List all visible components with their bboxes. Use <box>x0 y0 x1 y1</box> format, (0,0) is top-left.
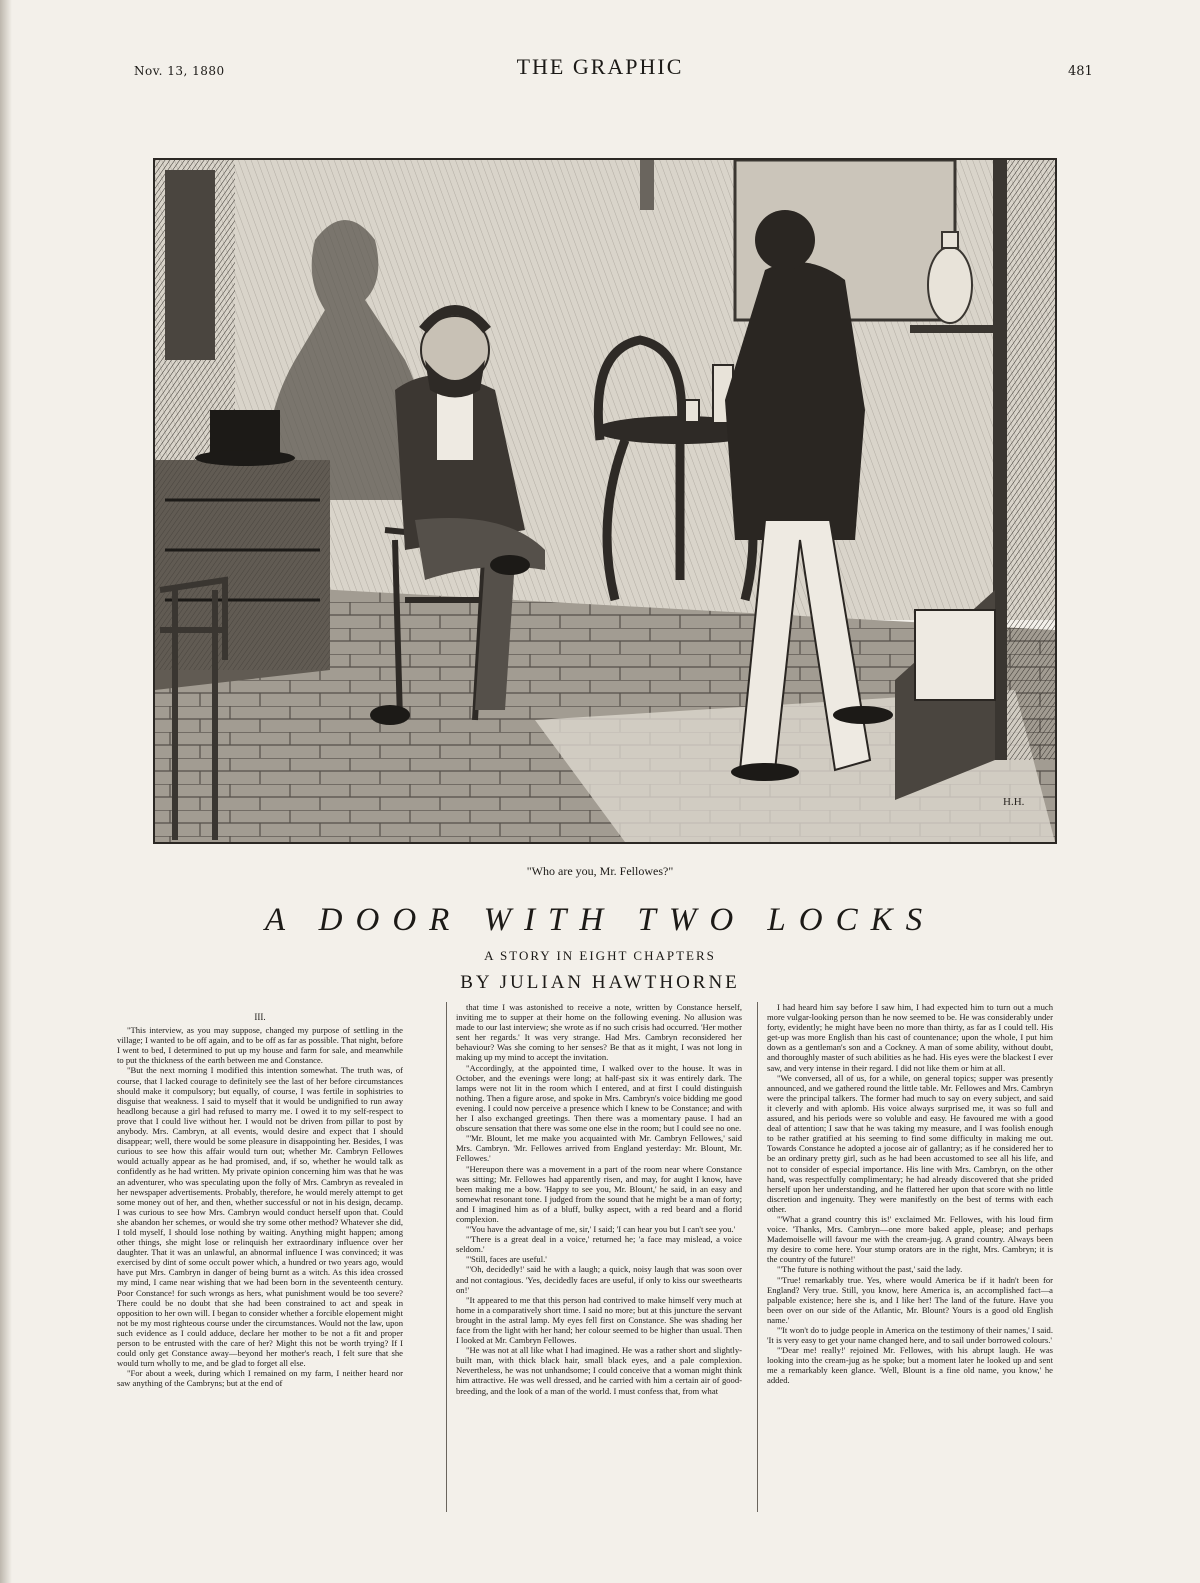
paragraph: I had heard him say before I saw him, I had expected him to turn out a much more vulgar-looking person than he now seemed to be. He was considerably under forty, evidently; he might have been no more than thirty, as far as I could tell. His get-up was more English than his cast of countenance; upon the whole, I put him down as a gentleman's son and a Cockney. A man of some ability, without doubt, and thoroughly master of such abilities as he had. His eyes were the blackest I ever saw, and very intense in their regard. I did not like them or him at all. <box>767 1002 1053 1073</box>
illustration-caption: "Who are you, Mr. Fellowes?" <box>526 864 674 878</box>
paragraph: "He was not at all like what I had imagined. He was a rather short and slightly-built man, with thick black hair, small black eyes, and a pale complexion. Nevertheless, he was not unhandsome; I could conceive that a woman might think him attractive. He was well dressed, and he carried with him a certain air of good-breeding, and the look of a man of the world. I must confess that, from what <box>456 1345 742 1396</box>
paragraph: "'It won't do to judge people in America on the testimony of their names,' I said. 'It is very easy to get your name changed here, and to sail under borrowed colours.' <box>767 1325 1053 1346</box>
column-divider <box>446 1002 447 1512</box>
paragraph: "'Still, faces are useful.' <box>466 1254 547 1265</box>
article-column-3 <box>767 1002 1053 1386</box>
article-title: A DOOR WITH TWO LOCKS <box>264 902 936 938</box>
issue-date: Nov. 13, 1880 <box>134 64 225 78</box>
paragraph: that time I was astonished to receive a note, written by Constance herself, inviting me to supper at their home on the following evening. No allusion was made to our last interview; she wrote as if no such crisis had occurred. 'Her mother sent her regards.' It was very strange. Had Mrs. Cambryn reconsidered her behaviour? Was she coming to her senses? Be that as it might, I was not long in making up my mind to accept the invitation. <box>456 1002 742 1063</box>
paragraph: "'There is a great deal in a voice,' returned he; 'a face may mislead, a voice seldom.' <box>456 1234 742 1255</box>
page-binding-shadow <box>0 0 12 1583</box>
page-number: 481 <box>1068 64 1093 79</box>
artist-signature: H.H. <box>1003 796 1025 808</box>
column-divider <box>757 1002 758 1512</box>
article-column-1 <box>117 1002 403 1388</box>
engraving-illustration <box>153 158 1057 844</box>
paragraph: "We conversed, all of us, for a while, on general topics; supper was presently announced, and we gathered round the little table. Mr. Fellowes and Mrs. Cambryn were the principal talkers. The former had much to say on every subject, and said it cleverly and with aplomb. His voice always surprised me, it was so full and assured, and his periods were so voluble and easy. He favoured me with a good deal of attention; I saw that he was taking my measure, and I was foolish enough to be rather gratified at his seeming to find some difficulty in making me out. Towards Constance he adopted a jocose air of gallantry; as if he considered her to be an ordinary pretty girl, such as he had been accustomed to see all his life, and not to consider of especial importance. His line with Mrs. Cambryn, on the other hand, was respectfully complimentary; he had already discovered that she prided herself upon her understanding, and he flattered her upon that score with no little discretion and ingenuity. They were manifestly on the best of terms with each other. <box>767 1072 1053 1214</box>
paragraph: "'The future is nothing without the past,' said the lady. <box>777 1264 963 1275</box>
paragraph: "'True! remarkably true. Yes, where would America be if it hadn't been for England? Very true. Still, you know, here America is, an accomplished fact—a palpable existence; here she is, and I like her! The land of the future. Have you been over on our side of the Atlantic, Mr. Blount? Yours is a good old English name.' <box>767 1274 1053 1325</box>
paragraph: "It appeared to me that this person had contrived to make himself very much at home in a comparatively short time. I said no more; but at this juncture the servant brought in the astral lamp. My eyes fell first on Constance. She was shading her face from the light with her hand; her colour seemed to be higher than usual. Then I looked at Mr. Cambryn Fellowes. <box>456 1294 742 1346</box>
article-byline: BY JULIAN HAWTHORNE <box>460 972 740 993</box>
paragraph: "'What a grand country this is!' exclaimed Mr. Fellowes, with his loud firm voice. 'Thanks, Mrs. Cambryn—one more baked apple, please; and perhaps Mademoiselle will favour me with the cream-jug. A grand country. Always been my desire to come here. Your stump orators are in the right, Mrs. Cambryn; it is the country of the future!' <box>767 1213 1053 1265</box>
paragraph: "This interview, as you may suppose, changed my purpose of settling in the village; I wanted to be off again, and to be off as far as possible. That night, before I went to bed, I determined to put up my house and farm for sale, and meanwhile to put the thickness of the earth between me and Constance. <box>117 1025 403 1066</box>
paragraph: "'Oh, decidedly!' said he with a laugh; a quick, noisy laugh that was soon over and not contagious. 'Yes, decidedly faces are useful, if only to kiss our sweethearts on!' <box>456 1264 742 1295</box>
paragraph: "Accordingly, at the appointed time, I walked over to the house. It was in October, and the evenings were long; at half-past six it was entirely dark. The lamps were not lit in the room which I entered, and at first I could distinguish nothing. Then a figure arose, and spoke in Mrs. Cambryn's voice bidding me good evening. I could now perceive a presence which I knew to be Constance; and with her I also exchanged greetings. Then there was a momentary pause. I had an obscure sensation that there was some one else in the room; but I could see no one. <box>456 1062 742 1134</box>
paragraph: "'Dear me! really!' rejoined Mr. Fellowes, with his abrupt laugh. He was looking into the cream-jug as he spoke; but a moment later he looked up and sent me a remarkably keen glance. 'Well, Blount is a fine old name, you know,' he added. <box>767 1345 1053 1386</box>
chapter-heading: III. <box>254 1012 266 1022</box>
article-subtitle: A STORY IN EIGHT CHAPTERS <box>484 948 716 963</box>
paragraph: "For about a week, during which I remained on my farm, I neither heard nor saw anything of the Cambryns; but at the end of <box>117 1368 403 1389</box>
paragraph: "'Mr. Blount, let me make you acquainted with Mr. Cambryn Fellowes,' said Mrs. Cambryn. 'Mr. Fellowes arrived from England yesterday: Mr. Blount, Mr. Fellowes.' <box>456 1133 742 1164</box>
article-column-2 <box>456 1002 742 1396</box>
paragraph: "'You have the advantage of me, sir,' I said; 'I can hear you but I can't see you.' <box>466 1224 736 1235</box>
publication-masthead: THE GRAPHIC <box>516 54 684 79</box>
paragraph: "But the next morning I modified this intention somewhat. The truth was, of course, that I lacked courage to definitely see the last of her before circumstances should make it compulsory; but equally, of course, I was fertile in sophistries to disguise that weakness. I said to myself that it would be undignified to run away headlong because a girl had refused to marry me. I owed it to my self-respect to prove that I could live without her. I would not be driven from pillar to post by anybody. Mrs. Cambryn, at all events, would desire and expect that I should disappear; well, there would be some pleasure in disappointing her. Besides, I was curious to see how this affair would turn out; whether Mr. Cambryn Fellowes would actually appear as he had promised, and, if so, whether he would talk as confidently as he had written. My private opinion concerning him was that he was an adventurer, who was speculating upon the folly of Mrs. Cambryn as revealed in her newspaper advertisements. Probably, therefore, he would merely attempt to get some money out of her, and then, whether successful or not in his design, decamp. I was curious to see how Mrs. Cambryn would conduct herself upon that. Could she abandon her schemes, or would she try some other method? Whatever she did, I told myself, I should lose nothing by waiting. Anything might happen; among other things, she might lose or relinquish her extraordinary influence over her daughter. That it was an unlawful, an abnormal influence I was convinced; it was exercised by dint of some occult power which, a hundred or two years ago, would have put Mrs. Cambryn in danger of being burnt as a witch. As this idea crossed my mind, I came near wishing that we had been born in the seventeenth century. Poor Constance! for such wrongs as hers, what punishment would be too severe? There could be no doubt that she had been constrained to act and speak in opposition to her own will. I began to consider whether a forcible elopement might not be my most righteous course under the circumstances. Would not the law, upon such evidence as I could adduce, declare her mother to be not a fit and proper person to be entrusted with the care of her? Might this not be worth trying? If I could only get Constance away—beyond her mother's reach, I felt sure that she would turn wholly to me, and be glad to forget all else. <box>117 1065 403 1369</box>
paragraph: "Hereupon there was a movement in a part of the room near where Constance was sitting; Mr. Fellowes had apparently risen, and may, for aught I know, have been making me a bow. 'Happy to see you, Mr. Blount,' he said, in an easy and somewhat resonant tone. I judged from the sound that he might be a man of forty; and I imagined him as of a bluff, bulky aspect, with a red beard and a florid complexion. <box>456 1163 742 1224</box>
